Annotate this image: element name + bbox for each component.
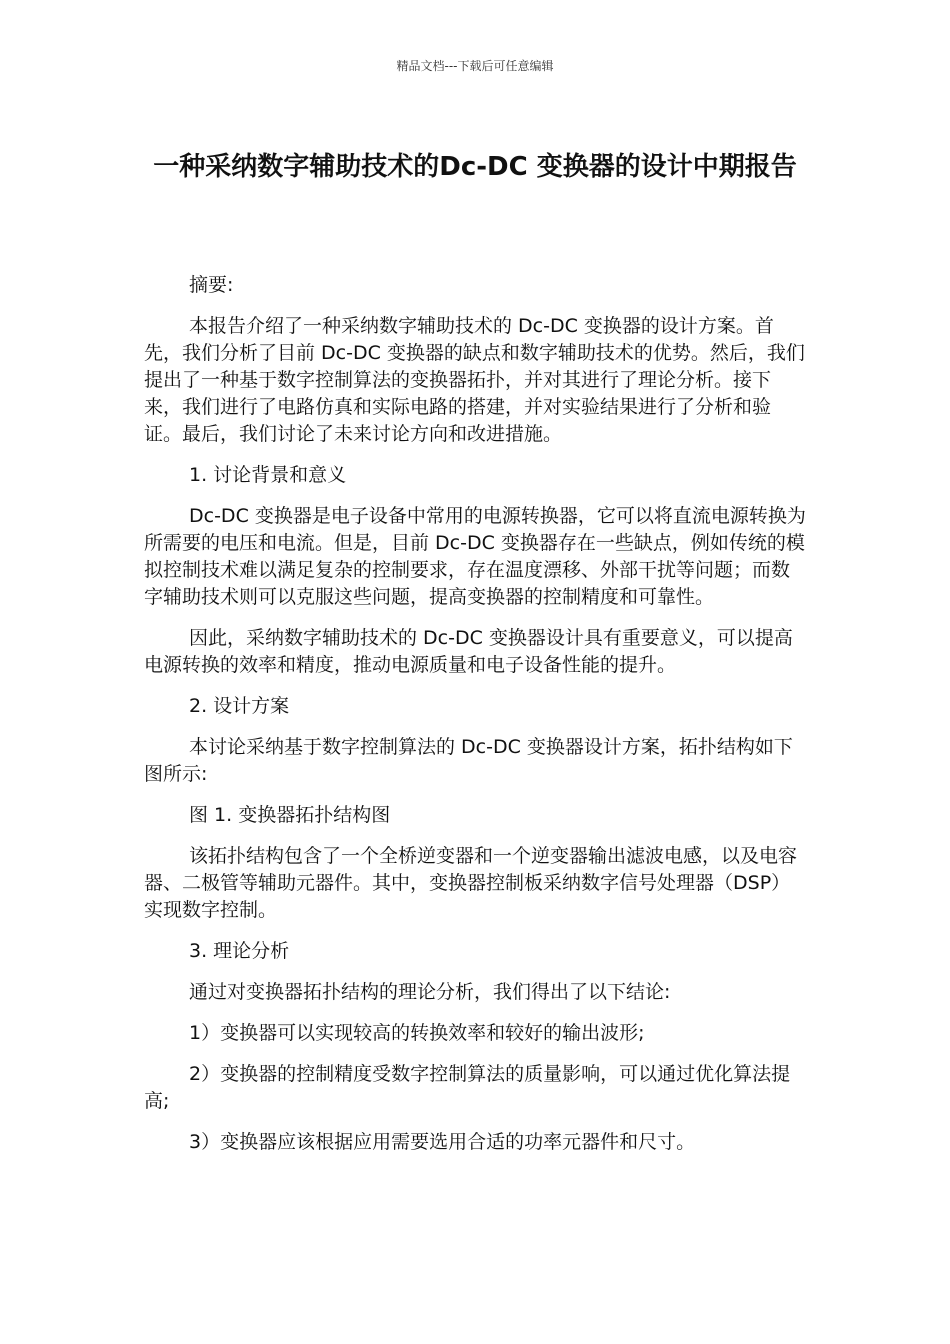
design-paragraph: 本讨论采纳基于数字控制算法的 Dc-DC 变换器设计方案，拓扑结构如下图所示: bbox=[144, 736, 793, 785]
figure-caption: 图 1. 变换器拓扑结构图 bbox=[189, 804, 391, 826]
background-paragraph: Dc-DC 变换器是电子设备中常用的电源转换器，它可以将直流电源转换为所需要的电压和电流。但是，目前 Dc-DC 变换器存在一些缺点，例如传统的模拟控制技术难以满足复杂的控制要求，存在温度漂移、外部干扰等问题；而数字辅助技术则可以克服这些问题，提高变换器的控制精度和可靠性。 bbox=[144, 505, 806, 608]
conclusion-item-2: 2）变换器的控制精度受数字控制算法的质量影响，可以通过优化算法提高; bbox=[144, 1063, 791, 1112]
abstract-label: 摘要: bbox=[189, 274, 234, 296]
header-note: 精品文档---下载后可任意编辑 bbox=[396, 59, 554, 73]
section-heading-analysis: 3. 理论分析 bbox=[189, 940, 290, 962]
section-heading-background: 1. 讨论背景和意义 bbox=[189, 464, 347, 486]
document-body bbox=[144, 272, 806, 1170]
conclusion-item-3: 3）变换器应该根据应用需要选用合适的功率元器件和尺寸。 bbox=[189, 1131, 696, 1153]
page-title: 一种采纳数字辅助技术的Dc-DC 变换器的设计中期报告 bbox=[153, 152, 797, 182]
analysis-intro: 通过对变换器拓扑结构的理论分析，我们得出了以下结论: bbox=[189, 981, 671, 1003]
significance-paragraph: 因此，采纳数字辅助技术的 Dc-DC 变换器设计具有重要意义，可以提高电源转换的效率和精度，推动电源质量和电子设备性能的提升。 bbox=[144, 627, 793, 676]
abstract-paragraph: 本报告介绍了一种采纳数字辅助技术的 Dc-DC 变换器的设计方案。首先，我们分析了目前 Dc-DC 变换器的缺点和数字辅助技术的优势。然后，我们提出了一种基于数字控制算法的变换器拓扑，并对其进行了理论分析。接下来，我们进行了电路仿真和实际电路的搭建，并对实验结果进行了分析和验证。最后，我们讨论了未来讨论方向和改进措施。 bbox=[144, 315, 805, 445]
topology-paragraph: 该拓扑结构包含了一个全桥逆变器和一个逆变器输出滤波电感，以及电容器、二极管等辅助元器件。其中，变换器控制板采纳数字信号处理器（DSP）实现数字控制。 bbox=[144, 845, 798, 921]
section-heading-design: 2. 设计方案 bbox=[189, 695, 290, 717]
conclusion-item-1: 1）变换器可以实现较高的转换效率和较好的输出波形; bbox=[189, 1022, 645, 1044]
